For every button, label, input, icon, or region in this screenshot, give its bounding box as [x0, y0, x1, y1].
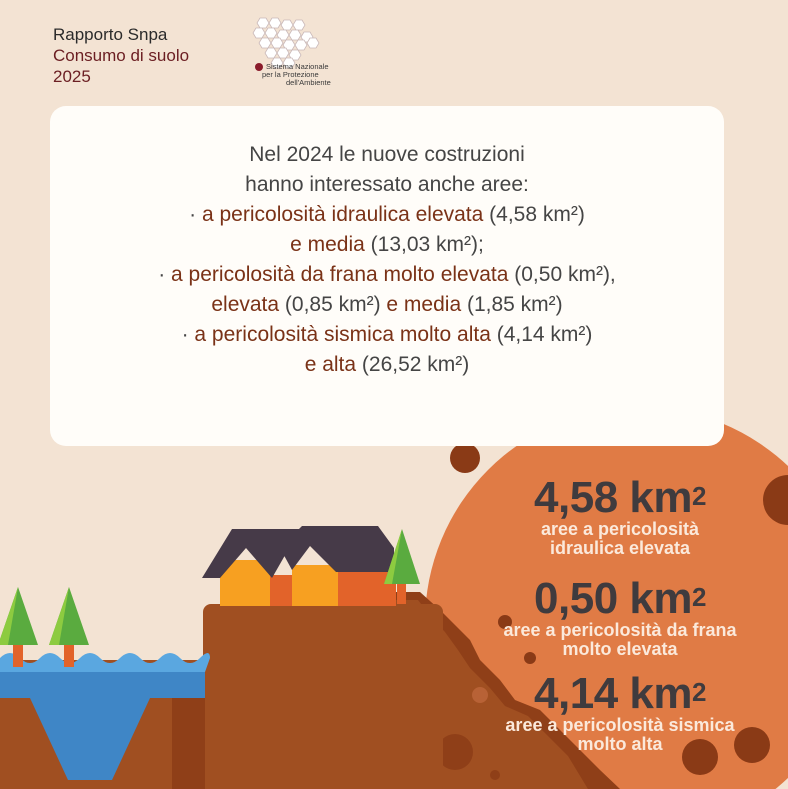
- report-year: 2025: [53, 67, 91, 86]
- info-card-text: Nel 2024 le nuove costruzioni hanno interessato anche aree: · a pericolosità idraulica elevata (4,58 km²) e media (13,03 km²); · a pericolosità da frana molto elevata (0,50 km²), elevata (0,85 km²) e media (1,85 km²) · a pericolosità sismica molto alta (4,14 km²) e alta (26,52 km²): [50, 140, 724, 380]
- report-title: Rapporto Snpa: [53, 25, 168, 44]
- info-card: [50, 106, 724, 446]
- logo-text: Sistema Nazionale per la Protezione dell'Ambiente: [262, 62, 331, 87]
- bullet-sismica: · a pericolosità sismica molto alta (4,14 km²): [181, 323, 593, 346]
- stat-frana: 0,50 $km^2$ aree a pericolosità da frana molto elevata: [503, 574, 737, 659]
- stat-sismica: 4,14 $km^2$ aree a pericolosità sismica molto alta: [505, 669, 735, 754]
- report-subtitle: Consumo di suolo: [53, 46, 190, 65]
- dot-icon: [450, 443, 480, 473]
- bullet-idraulica: · a pericolosità idraulica elevata (4,58 km²): [189, 203, 585, 226]
- stat-idraulica: 4,58 $km^2$ aree a pericolosità idraulica elevata: [534, 473, 706, 558]
- bullet-frana: · a pericolosità da frana molto elevata (0,50 km²),: [158, 263, 616, 286]
